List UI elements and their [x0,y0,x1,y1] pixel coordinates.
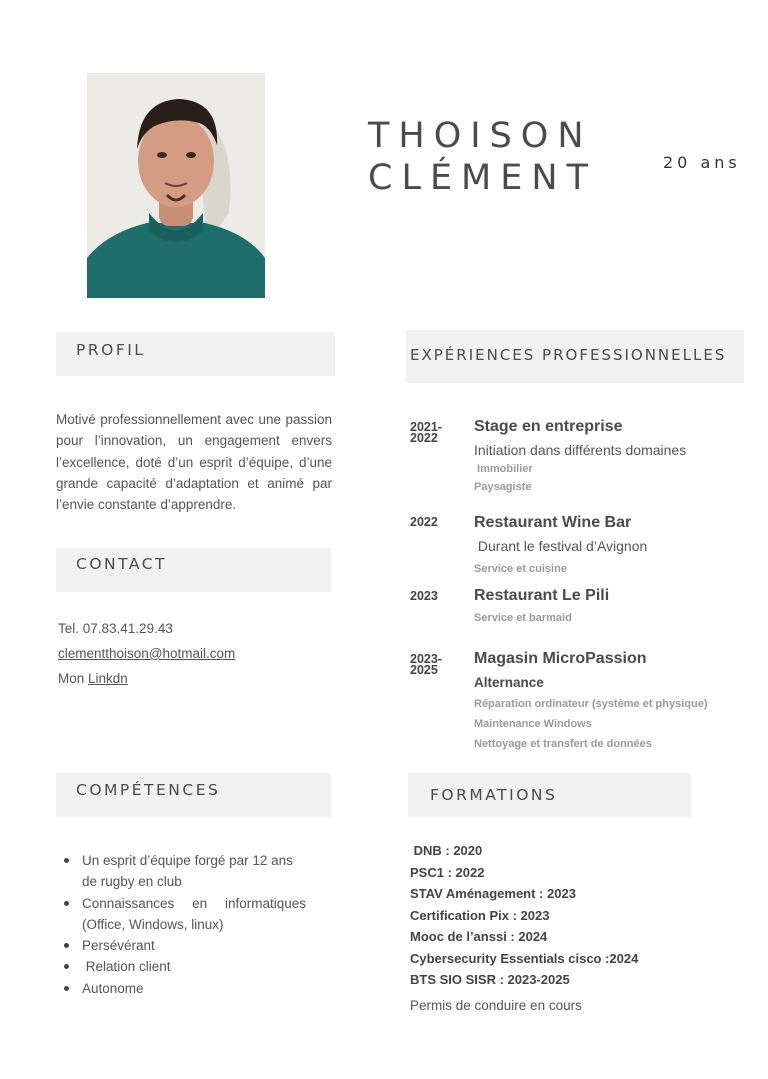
experience-detail: Immobilier [474,463,533,475]
section-header-profil [56,332,335,376]
last-name: THOISON [368,116,593,156]
experience-year [410,517,438,528]
experience-title: Restaurant Wine Bar [474,514,632,531]
experience-title: Magasin MicroPassion [474,650,647,667]
experience-detail: Paysagiste [474,481,532,493]
section-title-competences: COMPÉTENCES [76,781,221,799]
skills-list [62,850,306,999]
linkedin-prefix: Mon [58,671,89,686]
section-header-experiences [406,330,744,383]
experience-detail: Service et barmaid [474,612,572,624]
section-header-formations [408,773,691,817]
section-title-profil: PROFIL [76,341,146,359]
year-start: 2021- [410,420,442,434]
year-start: 2023 [410,589,438,603]
experience-year [410,591,438,602]
formation-item: Certification Pix : 2023 [410,907,550,923]
contact-phone: Tel. 07.83.41.29.43 [58,621,173,636]
experience-title: Stage en entreprise [474,418,623,435]
year-start: 2023- [410,652,442,666]
section-header-contact [56,548,331,592]
section-title-contact: CONTACT [76,555,168,573]
formation-item: BTS SIO SISR : 2023-2025 [410,972,570,987]
experience-detail: Maintenance Windows [474,718,592,730]
year-start: 2022 [410,515,438,529]
formation-item: DNB : 2020 [410,843,483,858]
driving-license-status: Permis de conduire en cours [410,998,582,1013]
formations-list [410,840,638,991]
experience-title: Restaurant Le Pili [474,587,610,604]
email-link[interactable]: clementthoison@hotmail.com [58,646,236,661]
formation-item: STAV Aménagement : 2023 [410,886,576,901]
formation-item: Cybersecurity Essentials cisco :2024 [410,950,639,966]
experience-subtitle: Initiation dans différents domaines [474,442,687,458]
year-end: 2022 [410,431,438,445]
experience-detail: Service et cuisine [474,563,567,575]
experience-subtitle: Alternance [474,675,544,690]
skill-item: Autonome [62,978,306,999]
experience-year [410,422,442,444]
skill-item: Persévérant [62,935,306,956]
linkedin-link[interactable]: Linkdn [88,671,128,686]
contact-email-row [58,646,235,661]
section-title-experiences: EXPÉRIENCES PROFESSIONNELLES [410,346,727,364]
first-name: CLÉMENT [368,158,597,198]
skill-item: Connaissances en informatiques (Office, Windows, linux) [62,893,306,936]
experience-subtitle: Durant le festival d’Avignon [474,538,648,554]
skill-item: Relation client [62,956,306,977]
year-end: 2025 [410,663,438,677]
contact-linkedin-row [58,671,128,686]
formation-item: PSC1 : 2022 [410,864,485,880]
profile-text: Motivé professionnellement avec une passion pour l’innovation, un engagement envers l’excellence, doté d’un esprit d’équipe, d’une grande capacité d’adaptation et animé par l’envie constante d’apprendre. [56,412,332,513]
experience-year [410,654,442,676]
profile-photo [87,73,265,298]
full-name [368,115,597,199]
experience-detail: Nettoyage et transfert de données [474,738,652,750]
age: 20 ans [663,153,741,172]
portrait-illustration [87,73,265,298]
section-title-formations: FORMATIONS [430,786,558,804]
formation-item: Mooc de l’anssi : 2024 [410,929,548,944]
skill-item: Un esprit d’équipe forgé par 12 ans de rugby en club [62,850,306,893]
experience-detail: Réparation ordinateur (système et physique) [474,698,708,710]
section-header-competences [56,773,331,817]
